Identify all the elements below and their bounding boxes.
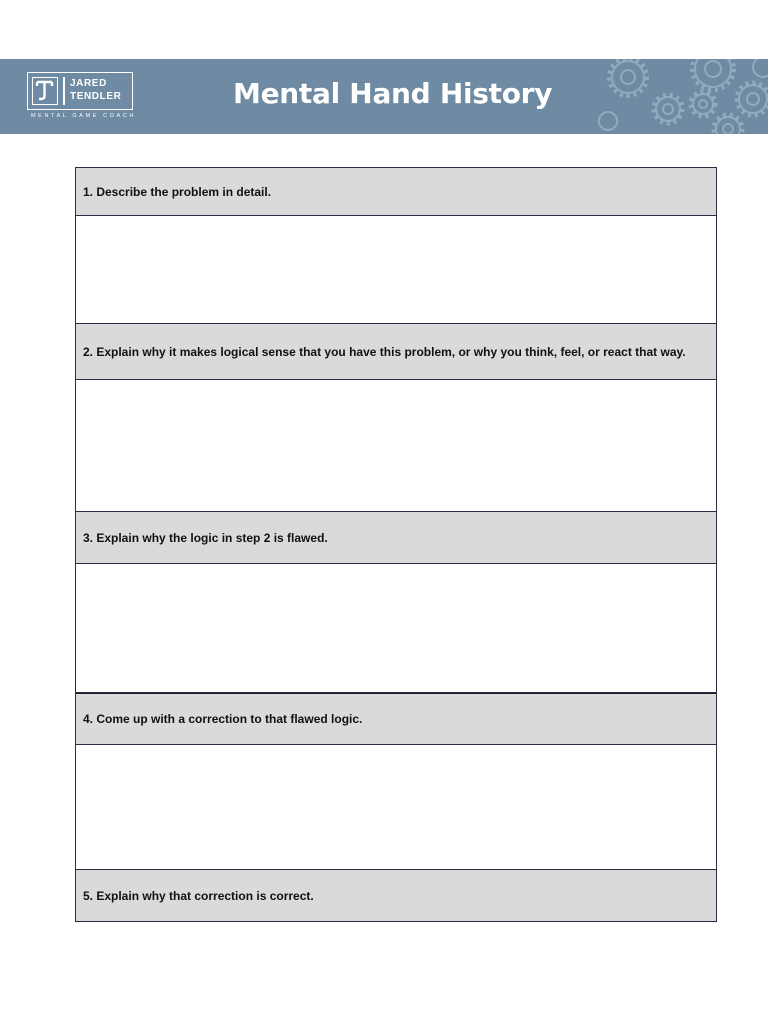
logo-tagline: MENTAL GAME COACH: [31, 113, 137, 119]
question-3-label: 3. Explain why the logic in step 2 is flawed.: [83, 530, 328, 545]
page-title: Mental Hand History: [233, 77, 553, 110]
logo-mark: [32, 77, 58, 105]
logo-name-line2: TENDLER: [70, 91, 122, 102]
answer-2-area[interactable]: [76, 380, 716, 512]
question-1-header: [76, 168, 716, 216]
logo-divider: [63, 77, 65, 105]
logo-name-line1: JARED: [70, 78, 107, 89]
logo-j-mark-icon: [33, 78, 56, 103]
question-5-header: [76, 870, 716, 921]
gears-decoration-icon: [568, 59, 768, 134]
question-4-label: 4. Come up with a correction to that flawed logic.: [83, 712, 363, 726]
header-banner: [0, 59, 768, 134]
question-2-header: [76, 324, 716, 380]
question-2-label: 2. Explain why it makes logical sense that you have this problem, or why you think, feel, or react that way.: [83, 344, 686, 359]
question-1-label: 1. Describe the problem in detail.: [83, 184, 272, 199]
answer-3-area[interactable]: [76, 564, 716, 693]
worksheet-table: [75, 167, 717, 922]
question-4-header: [76, 693, 716, 745]
question-3-header: [76, 512, 716, 564]
answer-1-area[interactable]: [76, 216, 716, 324]
answer-4-area[interactable]: [76, 745, 716, 870]
question-5-label: 5. Explain why that correction is correct.: [83, 888, 314, 903]
logo-name: [70, 77, 121, 103]
logo: [27, 72, 133, 110]
